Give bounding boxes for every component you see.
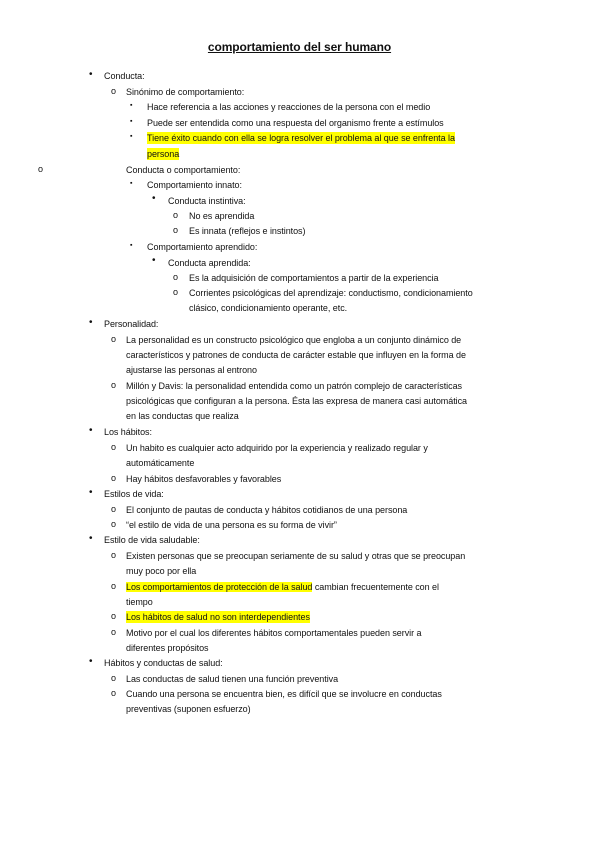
list-item: ajustarse las personas al entrono: [126, 365, 257, 375]
bullet-level2: o: [111, 581, 117, 591]
bullet-level2: o: [111, 504, 117, 514]
list-item: tiempo: [126, 597, 153, 607]
heading-saludable: Estilo de vida saludable:: [104, 535, 200, 545]
list-item: diferentes propósitos: [126, 643, 209, 653]
bullet-level2: o: [173, 272, 179, 282]
list-item: Hace referencia a las acciones y reacciones de la persona con el medio: [147, 102, 431, 112]
bullet-level1: •: [89, 656, 93, 667]
highlighted-text: Los comportamientos de protección de la salud: [126, 582, 313, 592]
bullet-level2: o: [173, 287, 179, 297]
heading-personalidad: Personalidad:: [104, 319, 159, 329]
highlighted-text: Tiene éxito cuando con ella se logra resolver el problema al que se enfrenta la: [147, 133, 455, 143]
bullet-level3: ▪: [130, 102, 133, 109]
list-item: [126, 581, 439, 593]
list-item: Hay hábitos desfavorables y favorables: [126, 474, 282, 484]
list-item: Un habito es cualquier acto adquirido por la experiencia y realizado regular y: [126, 443, 428, 453]
bullet-level2: o: [111, 688, 117, 698]
bullet-level2: o: [111, 550, 117, 560]
list-item: Puede ser entendida como una respuesta del organismo frente a estímulos: [147, 118, 444, 128]
list-item: Motivo por el cual los diferentes hábitos comportamentales pueden servir a: [126, 628, 422, 638]
bullet-level2: o: [38, 164, 44, 174]
list-item: Sinónimo de comportamiento:: [126, 87, 245, 97]
heading-conducta: Conducta:: [104, 71, 145, 81]
list-item: Existen personas que se preocupan seriamente de su salud y otras que se preocupan: [126, 551, 466, 561]
bullet-level2: o: [111, 86, 117, 96]
heading-habitos: Los hábitos:: [104, 427, 152, 437]
page-title: comportamiento del ser humano: [207, 40, 392, 54]
list-item: Conducta instintiva:: [168, 196, 246, 206]
bullet-level1: •: [89, 317, 93, 328]
bullet-level3: ▪: [130, 242, 133, 249]
list-item: clásico, condicionamiento operante, etc.: [189, 303, 348, 313]
bullet-level2: o: [111, 519, 117, 529]
list-item: Es innata (reflejos e instintos): [189, 226, 306, 236]
bullet-level1: •: [89, 425, 93, 436]
list-item: El conjunto de pautas de conducta y hábitos cotidianos de una persona: [126, 505, 408, 515]
bullet-level2: o: [173, 225, 179, 235]
list-item: La personalidad es un constructo psicológico que engloba a un conjunto dinámico de: [126, 335, 462, 345]
bullet-level2: o: [111, 627, 117, 637]
bullet-level2: o: [111, 673, 117, 683]
bullet-level3: ▪: [130, 180, 133, 187]
list-item: característicos y patrones de conducta de carácter estable que influyen en la forma de: [126, 350, 466, 360]
list-item: Es la adquisición de comportamientos a partir de la experiencia: [189, 273, 439, 283]
bullet-level2: o: [111, 611, 117, 621]
bullet-level2: o: [111, 473, 117, 483]
highlighted-text: Los hábitos de salud no son interdependientes: [126, 612, 310, 622]
bullet-level1: •: [152, 255, 156, 266]
bullet-level2: o: [173, 210, 179, 220]
list-item: muy poco por ella: [126, 566, 197, 576]
list-item: en las conductas que realiza: [126, 411, 239, 421]
heading-habitos-salud: Hábitos y conductas de salud:: [104, 658, 223, 668]
bullet-level1: •: [89, 533, 93, 544]
list-item: automáticamente: [126, 458, 195, 468]
heading-estilos: Estilos de vida:: [104, 489, 164, 499]
bullet-level1: •: [89, 487, 93, 498]
text-span: cambian frecuentemente con el: [312, 582, 439, 592]
bullet-level2: o: [111, 442, 117, 452]
list-item: Corrientes psicológicas del aprendizaje: conductismo, condicionamiento: [189, 288, 473, 298]
list-item: preventivas (suponen esfuerzo): [126, 704, 251, 714]
list-item: No es aprendida: [189, 211, 255, 221]
bullet-level3: ▪: [130, 133, 133, 140]
bullet-level2: o: [111, 380, 117, 390]
list-item: Conducta aprendida:: [168, 258, 251, 268]
bullet-level1: •: [152, 193, 156, 204]
list-item: “el estilo de vida de una persona es su forma de vivir”: [126, 520, 337, 530]
bullet-level3: ▪: [130, 118, 133, 125]
list-item: Comportamiento aprendido:: [147, 242, 258, 252]
list-item: Conducta o comportamiento:: [126, 165, 241, 175]
list-item: psicológicas que configuran a la persona. Ésta las expresa de manera casi automática: [126, 396, 468, 406]
bullet-level1: •: [89, 69, 93, 80]
list-item: Cuando una persona se encuentra bien, es difícil que se involucre en conductas: [126, 689, 442, 699]
bullet-level2: o: [111, 334, 117, 344]
list-item: Millón y Davis: la personalidad entendida como un patrón complejo de características: [126, 381, 462, 391]
list-item: Comportamiento innato:: [147, 180, 242, 190]
list-item: Las conductas de salud tienen una función preventiva: [126, 674, 339, 684]
highlighted-text: persona: [147, 149, 180, 159]
